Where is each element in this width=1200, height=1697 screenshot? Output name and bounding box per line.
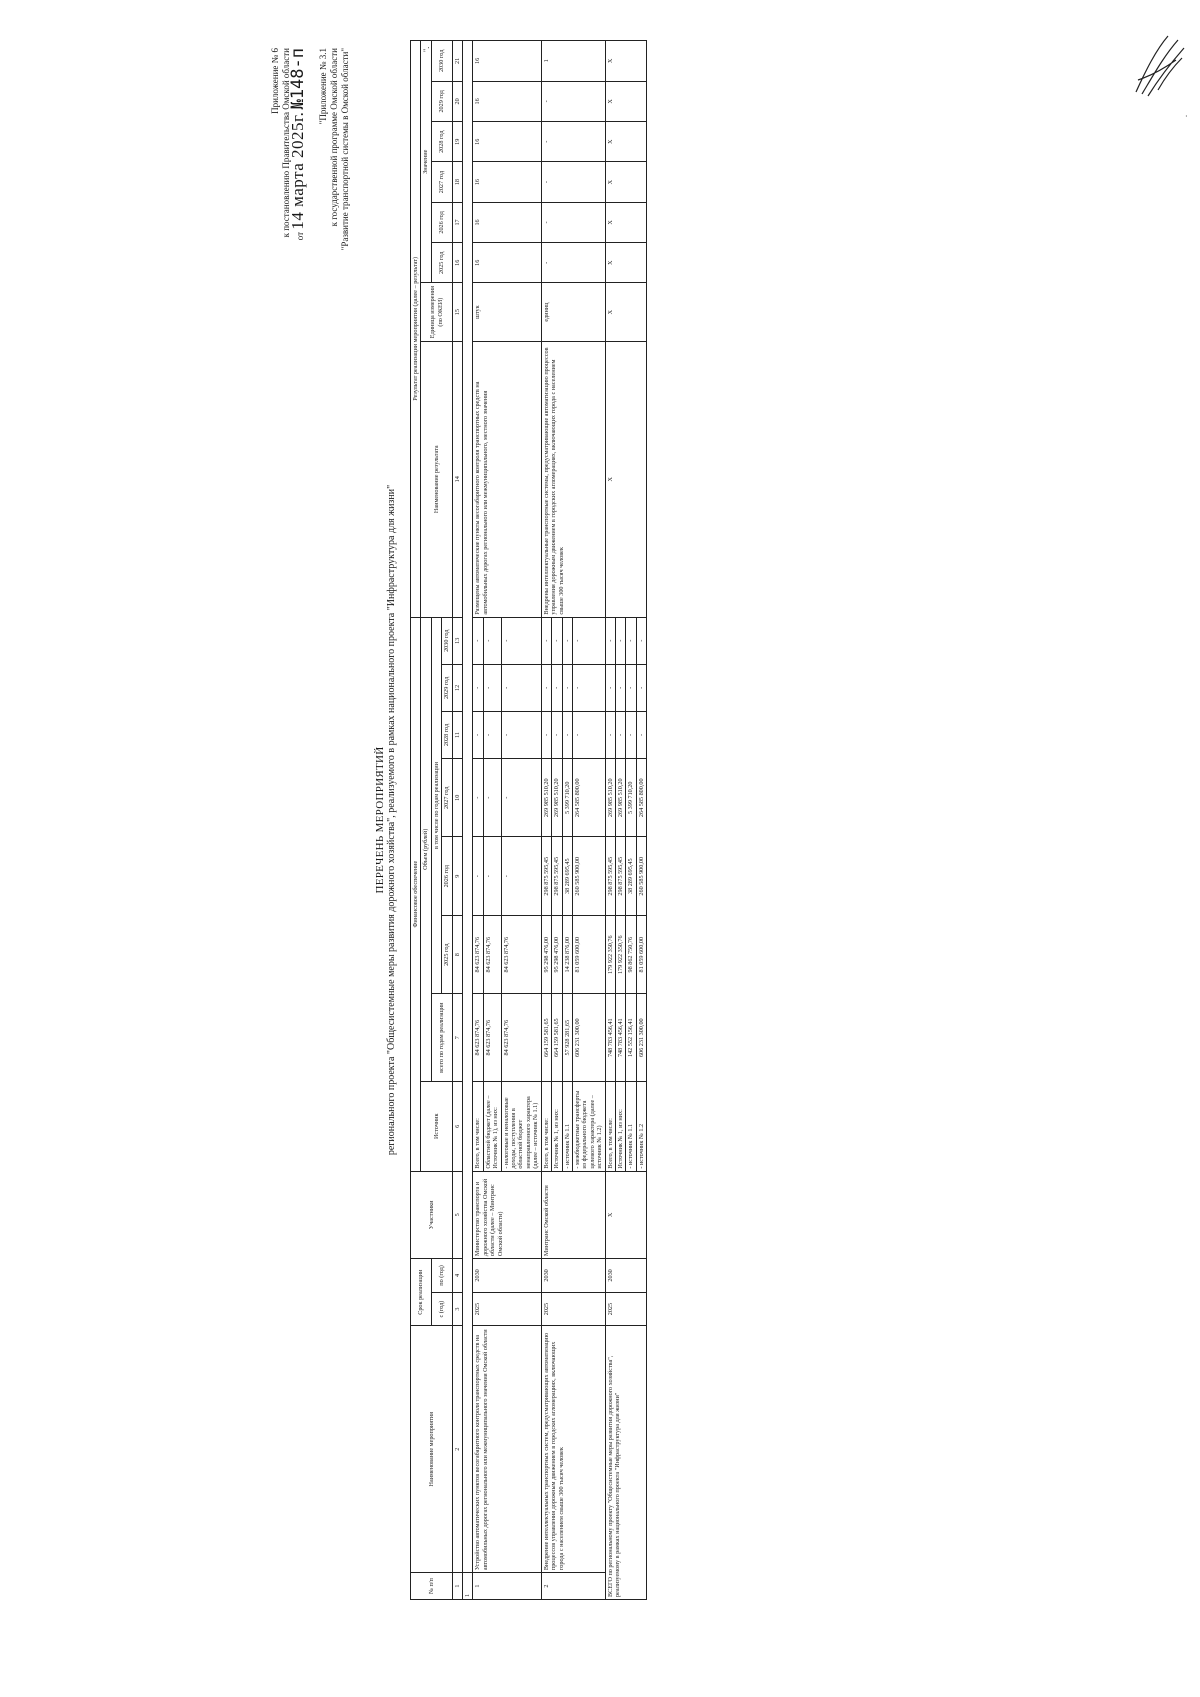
result-value: 16 <box>473 81 541 121</box>
col-number: 17 <box>452 202 462 242</box>
col-participants: Участники <box>411 1171 453 1258</box>
col-name: Наименование мероприятия <box>411 1326 453 1573</box>
col-result: Результат реализации мероприятия (далее – результат) <box>411 41 421 618</box>
result-value: - <box>541 162 605 202</box>
result-value: X <box>605 122 647 162</box>
year-amount: - <box>473 759 483 837</box>
col-unit: Единица измерения (по ОКЕИ) <box>421 283 452 341</box>
col-number: 11 <box>452 711 462 758</box>
program-appendix-line1: "Приложение № 3.1 <box>318 48 328 125</box>
result-value: - <box>541 81 605 121</box>
end-mark: ". <box>422 46 431 52</box>
col-fin-year: 2028 год <box>442 711 452 758</box>
title-line1: ПЕРЕЧЕНЬ МЕРОПРИЯТИЙ <box>374 746 386 894</box>
year-amount: - <box>605 711 615 758</box>
year-amount: 84 623 874,76 <box>501 915 541 993</box>
col-value-year: 2029 год <box>431 81 452 121</box>
total-amount: 57 928 281,65 <box>562 994 572 1081</box>
year-amount: - <box>615 711 625 758</box>
year-amount: - <box>501 837 541 915</box>
term-from: 2025 <box>541 1292 605 1326</box>
row-number: 1 <box>473 1573 541 1600</box>
year-amount: 179 922 350,76 <box>615 915 625 993</box>
year-amount: - <box>562 664 572 711</box>
result-name: X <box>605 341 647 617</box>
col-to: по (год) <box>431 1259 452 1293</box>
col-value: Значение <box>421 41 431 283</box>
year-amount: 84 623 874,76 <box>473 915 483 993</box>
col-number: 2 <box>452 1326 462 1573</box>
year-amount: - <box>552 664 562 711</box>
program-appendix-line3: "Развитие транспортной системы в Омской области" <box>340 48 350 251</box>
participants: Минтранс Омской области <box>541 1171 605 1258</box>
year-amount: 269 985 510,20 <box>605 759 615 837</box>
program-appendix <box>318 48 351 250</box>
source-label: - источник № 1.2 <box>636 1081 646 1171</box>
result-unit: штук <box>473 283 541 341</box>
year-amount: - <box>483 617 501 664</box>
year-amount: 5 399 710,20 <box>626 759 636 837</box>
year-amount: 84 623 874,76 <box>483 915 501 993</box>
column-number-row <box>452 41 462 1600</box>
year-amount: - <box>473 711 483 758</box>
result-name: Внедрены интеллектуальные транспортные системы, предусматривающие автоматизацию процессов управления дорожным движением в городских агломерациях, включающих города с населением свыше 300 тысяч человек <box>541 341 605 617</box>
year-amount: - <box>572 617 605 664</box>
source-label: Источник № 1, из них: <box>615 1081 625 1171</box>
section-number: 1 <box>463 1573 473 1600</box>
program-appendix-line2: к государственной программе Омской области <box>329 48 339 227</box>
year-amount: 264 585 800,00 <box>636 759 646 837</box>
col-number: 18 <box>452 162 462 202</box>
year-amount: 81 059 600,00 <box>572 915 605 993</box>
appendix-date: 14 марта 2025г. <box>288 111 307 230</box>
year-amount: - <box>615 617 625 664</box>
year-amount: - <box>626 664 636 711</box>
year-amount: - <box>483 759 501 837</box>
result-value: 16 <box>473 202 541 242</box>
col-incl-years: в том числе по годам реализации <box>431 617 441 994</box>
result-value: X <box>605 162 647 202</box>
appendix-line2: к постановлению Правительства Омской области <box>281 48 291 238</box>
result-value: X <box>605 202 647 242</box>
year-amount: - <box>626 617 636 664</box>
source-label: Областной бюджет (далее – Источник № 1), из них: <box>483 1081 501 1171</box>
term-to: 2030 <box>605 1259 647 1293</box>
col-number: 14 <box>452 341 462 617</box>
title-line2: регионального проекта "Общесистемные меры развития дорожного хозяйства", реализуемого в рамках национального проекта "Инфраструктура для жизни" <box>386 484 397 1156</box>
measures-table <box>410 40 647 1600</box>
col-fin-year: 2026 год <box>442 837 452 915</box>
term-to: 2030 <box>473 1259 541 1293</box>
table-row <box>473 41 483 1600</box>
col-fin-year: 2030 год <box>442 617 452 664</box>
year-amount: - <box>501 711 541 758</box>
col-fin-year: 2025 год <box>442 915 452 993</box>
year-amount: - <box>636 664 646 711</box>
col-number: 21 <box>452 41 462 82</box>
col-total-years: всего по годам реализации <box>431 994 452 1081</box>
measure-name: Внедрение интеллектуальных транспортных систем, предусматривающих автоматизацию процессов управления дорожным движением в городских агломерациях, включающих города с населением свыше 300 тысяч человек <box>541 1326 605 1573</box>
total-amount: 748 783 456,41 <box>615 994 625 1081</box>
year-amount: - <box>636 711 646 758</box>
year-amount: - <box>501 617 541 664</box>
col-number: 19 <box>452 122 462 162</box>
year-amount: - <box>636 617 646 664</box>
result-value: X <box>605 243 647 283</box>
col-number: 1 <box>452 1573 462 1600</box>
year-amount: 98 862 750,76 <box>626 915 636 993</box>
result-unit: единиц <box>541 283 605 341</box>
col-number: 16 <box>452 243 462 283</box>
col-result-name: Наименование результата <box>421 341 452 617</box>
col-number: 8 <box>452 915 462 993</box>
year-amount: - <box>473 837 483 915</box>
col-number: 4 <box>452 1259 462 1293</box>
col-number: 9 <box>452 837 462 915</box>
total-row <box>605 41 615 1600</box>
result-value: X <box>605 81 647 121</box>
term-from: 2025 <box>473 1292 541 1326</box>
source-label: Всего, в том числе: <box>473 1081 483 1171</box>
col-value-year: 2025 год <box>431 243 452 283</box>
col-number: 20 <box>452 81 462 121</box>
result-unit: X <box>605 283 647 341</box>
year-amount: - <box>615 664 625 711</box>
year-amount: - <box>605 664 615 711</box>
year-amount: 5 399 710,20 <box>562 759 572 837</box>
result-value: - <box>541 202 605 242</box>
year-amount: 269 985 510,20 <box>552 759 562 837</box>
landscape-content <box>270 40 830 1600</box>
year-amount: 95 298 476,00 <box>541 915 551 993</box>
year-amount: - <box>501 664 541 711</box>
year-amount: - <box>483 711 501 758</box>
measure-name: Устройство автоматических пунктов весогабаритного контроля транспортных средств на автомобильных дорогах регионального или межмуниципального значения Омской области <box>473 1326 541 1573</box>
col-value-year: 2027 год <box>431 162 452 202</box>
col-value-year: 2030 год <box>431 41 452 82</box>
col-number: 15 <box>452 283 462 341</box>
total-amount: 606 231 300,00 <box>572 994 605 1081</box>
col-financing: Финансовое обеспечение <box>411 617 421 1171</box>
col-number: 6 <box>452 1081 462 1171</box>
year-amount: - <box>483 837 501 915</box>
source-label: - источник № 1.1 <box>626 1081 636 1171</box>
document-title <box>374 40 398 1600</box>
result-value: 16 <box>473 162 541 202</box>
col-volume: Объем (рублей) <box>421 617 431 1081</box>
section-row <box>463 41 473 1600</box>
year-amount: - <box>473 664 483 711</box>
result-value: 16 <box>473 41 541 82</box>
year-amount: - <box>572 711 605 758</box>
total-amount: 84 623 874,76 <box>483 994 501 1081</box>
year-amount: - <box>473 617 483 664</box>
col-number: 5 <box>452 1171 462 1258</box>
total-amount: 84 623 874,76 <box>501 994 541 1081</box>
col-fin-year: 2027 год <box>442 759 452 837</box>
appendix-from: от <box>295 231 305 241</box>
total-amount: 142 552 156,41 <box>626 994 636 1081</box>
year-amount: 264 585 800,00 <box>572 759 605 837</box>
result-name: Размещены автоматические пункты весогабаритного контроля транспортных средств на автомобильных дорогах регионального или межмуниципального, местного значения <box>473 341 541 617</box>
col-number: 13 <box>452 617 462 664</box>
col-value-year: 2026 год <box>431 202 452 242</box>
year-amount: 269 985 510,20 <box>541 759 551 837</box>
year-amount: 81 059 600,00 <box>636 915 646 993</box>
source-label: - налоговые и неналоговые доходы, поступления в областной бюджет ненаправленного характера (далее – источник № 1.1) <box>501 1081 541 1171</box>
result-value: 16 <box>473 243 541 283</box>
source-label: Всего, в том числе: <box>605 1081 615 1171</box>
year-amount: - <box>552 711 562 758</box>
col-num: № п/п <box>411 1573 453 1600</box>
result-value: - <box>541 122 605 162</box>
year-amount: - <box>483 664 501 711</box>
total-amount: 606 231 300,00 <box>636 994 646 1081</box>
year-amount: 298 875 595,45 <box>605 837 615 915</box>
year-amount: - <box>605 617 615 664</box>
year-amount: - <box>626 711 636 758</box>
year-amount: 298 875 595,45 <box>541 837 551 915</box>
year-amount: - <box>572 664 605 711</box>
year-amount: - <box>562 617 572 664</box>
handwritten-signature-icon <box>1128 30 1188 100</box>
total-name: ВСЕГО по региональному проекту "Общесистемные меры развития дорожного хозяйства", реализуемому в рамках национального проекта "Инфраструктура для жизни" <box>605 1326 647 1600</box>
scan-mark: · <box>1185 112 1188 121</box>
year-amount: - <box>552 617 562 664</box>
col-number: 7 <box>452 994 462 1081</box>
year-amount: 14 238 876,00 <box>562 915 572 993</box>
result-value: 16 <box>473 122 541 162</box>
term-from: 2025 <box>605 1292 647 1326</box>
year-amount: 95 298 476,00 <box>552 915 562 993</box>
year-amount: 269 985 510,20 <box>615 759 625 837</box>
year-amount: 260 585 900,00 <box>572 837 605 915</box>
year-amount: 260 585 900,00 <box>636 837 646 915</box>
source-label: Источник № 1, из них: <box>552 1081 562 1171</box>
year-amount: - <box>562 711 572 758</box>
year-amount: 298 875 595,45 <box>615 837 625 915</box>
year-amount: 179 922 350,76 <box>605 915 615 993</box>
participants: X <box>605 1171 647 1258</box>
col-from: с (год) <box>431 1292 452 1326</box>
year-amount: - <box>541 617 551 664</box>
section-blank <box>463 41 473 1573</box>
result-value: X <box>605 41 647 82</box>
result-value: 1 <box>541 41 605 82</box>
total-amount: 748 783 456,41 <box>605 994 615 1081</box>
year-amount: - <box>501 759 541 837</box>
year-amount: - <box>541 711 551 758</box>
col-number: 10 <box>452 759 462 837</box>
total-amount: 664 159 581,65 <box>541 994 551 1081</box>
col-term: Срок реализации <box>411 1259 432 1326</box>
col-value-year: 2028 год <box>431 122 452 162</box>
source-label: - источник № 1.1 <box>562 1081 572 1171</box>
source-label: - межбюджетные трансферты из федерального бюджета целевого характера (далее – источник № 1.2) <box>572 1081 605 1171</box>
appendix-line1: Приложение № 6 <box>270 48 280 114</box>
result-value: - <box>541 243 605 283</box>
row-number: 2 <box>541 1573 605 1600</box>
year-amount: 38 289 695,45 <box>562 837 572 915</box>
total-amount: 84 623 874,76 <box>473 994 483 1081</box>
col-number: 3 <box>452 1292 462 1326</box>
col-number: 12 <box>452 664 462 711</box>
col-fin-year: 2029 год <box>442 664 452 711</box>
participants: Министерство транспорта и дорожного хозяйства Омской области (далее – Минтранс Омской области) <box>473 1171 541 1258</box>
year-amount: 298 875 595,45 <box>552 837 562 915</box>
col-source: Источник <box>421 1081 452 1171</box>
total-amount: 664 159 581,65 <box>552 994 562 1081</box>
source-label: Всего, в том числе: <box>541 1081 551 1171</box>
appendix-header <box>270 48 306 240</box>
table-row <box>541 41 551 1600</box>
year-amount: - <box>541 664 551 711</box>
appendix-number: №148-п <box>288 48 308 110</box>
term-to: 2030 <box>541 1259 605 1293</box>
year-amount: 38 289 695,45 <box>626 837 636 915</box>
